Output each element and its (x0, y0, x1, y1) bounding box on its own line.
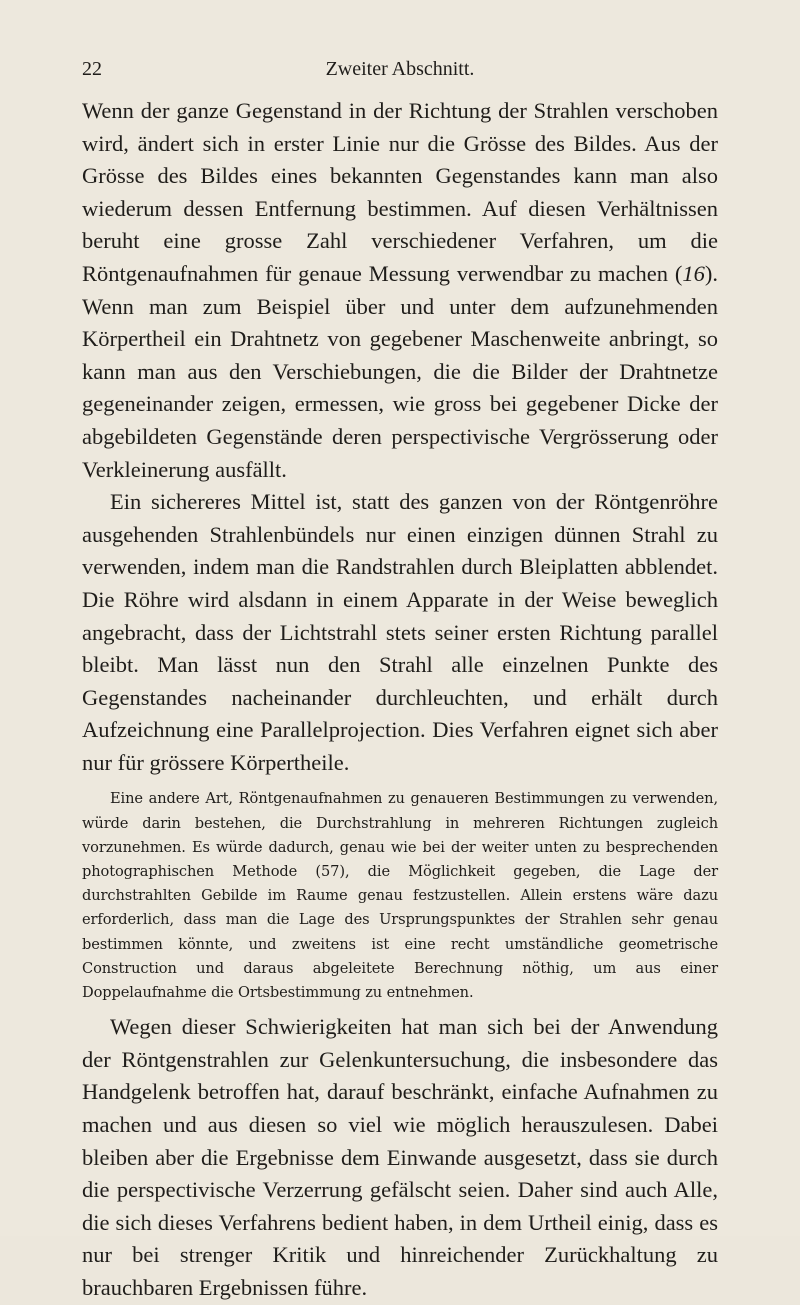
paragraph-3-small-print: Eine andere Art, Röntgenaufnahmen zu genaueren Bestimmungen zu verwenden, würde darin bestehen, die Durchstrahlung in mehreren Richtungen zugleich vorzunehmen. Es würde dadurch, genau wie bei der weiter unten zu besprechenden photographischen Methode (57), die Möglichkeit gegeben, die Lage der durchstrahlten Gebilde im Raume genau festzustellen. Allein erstens wäre dazu erforderlich, dass man die Lage des Ursprungspunktes der Strahlen sehr genau bestimmen könnte, und zweitens ist eine recht umständliche geometrische Construction und daraus abgeleitete Berechnung nöthig, um aus einer Doppelaufnahme die Ortsbestimmung zu entnehmen. (82, 790, 718, 1002)
paragraph-1-text-b: ). Wenn man zum Beispiel über und unter dem aufzunehmenden Körpertheil ein Drahtnetz von gegebener Maschenweite anbringt, so kann man aus den Verschiebungen, die die Bilder der Drahtnetze gegeneinander zeigen, ermessen, wie gross bei gegebener Dicke der abgebildeten Gegenstände deren perspectivische Vergrösserung oder Verkleinerung ausfällt. (82, 260, 718, 482)
running-head (82, 58, 718, 86)
page-body (82, 95, 718, 1305)
paragraph-2: Ein sichereres Mittel ist, statt des ganzen von der Röntgenröhre ausgehenden Strahlenbündels nur einen einzigen dünnen Strahl zu verwenden, indem man die Randstrahlen durch Bleiplatten abblendet. Die Röhre wird alsdann in einem Apparate in der Weise beweglich angebracht, dass der Lichtstrahl stets seiner ersten Richtung parallel bleibt. Man lässt nun den Strahl alle einzelnen Punkte des Gegenstandes nacheinander durchleuchten, und erhält durch Aufzeichnung eine Parallelprojection. Dies Verfahren eignet sich aber nur für grössere Körpertheile. (82, 489, 718, 775)
paragraph-1-text-a: Wenn der ganze Gegenstand in der Richtung der Strahlen verschoben wird, ändert sich in erster Linie nur die Grösse des Bildes. Aus der Grösse des Bildes eines bekannten Gegenstandes kann man also wiederum dessen Entfernung bestimmen. Auf diesen Verhältnissen beruht eine grosse Zahl verschiedener Verfahren, um die Röntgenaufnahmen für genaue Messung verwendbar zu machen ( (82, 98, 718, 286)
page-number: 22 (82, 58, 102, 80)
reference-number: 16 (682, 260, 705, 286)
paragraph-4: Wegen dieser Schwierigkeiten hat man sich bei der Anwendung der Röntgenstrahlen zur Gelenkuntersuchung, die insbesondere das Handgelenk betroffen hat, darauf beschränkt, einfache Aufnahmen zu machen und aus diesen so viel wie möglich herauszulesen. Dabei bleiben aber die Ergebnisse dem Einwande ausgesetzt, dass sie durch die perspectivische Verzerrung gefälscht seien. Daher sind auch Alle, die sich dieses Verfahrens bedient haben, in dem Urtheil einig, dass es nur bei strenger Kritik und hinreichender Zurückhaltung zu brauchbaren Ergebnissen führe. (82, 1014, 718, 1301)
paragraph-1 (82, 95, 718, 486)
section-title: Zweiter Abschnitt. (325, 58, 475, 80)
